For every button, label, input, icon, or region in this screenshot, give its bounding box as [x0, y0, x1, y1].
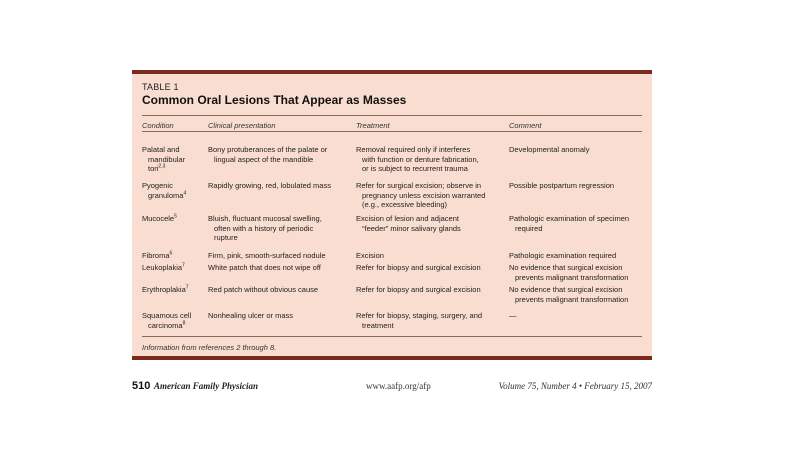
cell-condition: [142, 145, 206, 174]
cell-presentation: [208, 214, 352, 243]
cell-condition: [142, 181, 206, 200]
cell-line: Red patch without obvious cause: [208, 285, 319, 294]
cell-comment: [509, 214, 649, 233]
cell-presentation: [208, 145, 352, 164]
cell-line: Refer for surgical excision; observe in: [356, 181, 482, 190]
cell-line: Excision of lesion and adjacent: [356, 214, 459, 223]
journal-name: American Family Physician: [154, 381, 259, 391]
cell-treatment: [356, 214, 506, 233]
cell-line: lingual aspect of the mandible: [214, 154, 314, 164]
cell-line: Refer for biopsy and surgical excision: [356, 285, 481, 294]
cell-presentation: [208, 251, 352, 261]
cell-line: Bony protuberances of the palate or: [208, 145, 328, 154]
cell-line: or is subject to recurrent trauma: [362, 164, 468, 173]
cell-line: Pyogenic: [142, 181, 173, 190]
header-rule: [142, 131, 642, 132]
cell-line: required: [515, 223, 543, 233]
cell-line: rupture: [214, 233, 238, 242]
reference-superscript: 6: [169, 250, 173, 257]
volume-info: Volume 75, Number 4 • February 15, 2007: [498, 381, 652, 391]
cell-condition: [142, 251, 206, 261]
cell-line: Erythroplakia$^7$: [142, 284, 189, 294]
cell-comment: [509, 263, 649, 282]
cell-line: mandibular: [148, 154, 186, 164]
reference-superscript: 5: [174, 213, 177, 220]
table-number: TABLE 1: [142, 82, 179, 92]
cell-comment: [509, 181, 649, 191]
cell-presentation: [208, 285, 352, 295]
cell-line: tori$^{2,3}$: [148, 163, 166, 173]
cell-line: Leukoplakia$^7$: [142, 262, 185, 272]
cell-line: “feeder” minor salivary glands: [362, 223, 461, 233]
cell-condition: [142, 214, 206, 224]
cell-line: Refer for biopsy and surgical excision: [356, 263, 481, 272]
cell-treatment: [356, 251, 506, 261]
cell-presentation: [208, 181, 352, 191]
footer-rule: [142, 336, 642, 337]
cell-line: No evidence that surgical excision: [509, 285, 623, 294]
reference-superscript: 7: [182, 262, 185, 269]
journal-url: www.aafp.org/afp: [366, 381, 431, 391]
cell-line: treatment: [362, 320, 394, 330]
cell-line: Removal required only if interferes: [356, 145, 471, 154]
header-treatment: Treatment: [356, 121, 390, 130]
cell-treatment: [356, 263, 506, 273]
cell-line: with function or denture fabrication,: [362, 154, 479, 164]
cell-line: Nonhealing ulcer or mass: [208, 311, 294, 320]
reference-superscript: 4: [183, 190, 187, 196]
cell-comment: [509, 311, 649, 321]
cell-line: Excision: [356, 251, 384, 260]
header-clinical-presentation: Clinical presentation: [208, 121, 276, 130]
cell-treatment: [356, 311, 506, 330]
header-condition: Condition: [142, 121, 174, 130]
cell-line: Rapidly growing, red, lobulated mass: [208, 181, 331, 190]
reference-superscript: 2,3: [158, 163, 166, 170]
cell-line: granuloma$^4$: [148, 190, 187, 200]
cell-comment: [509, 145, 649, 155]
cell-treatment: [356, 285, 506, 295]
cell-line: Developmental anomaly: [509, 145, 590, 154]
cell-line: White patch that does not wipe off: [208, 263, 321, 272]
cell-line: Palatal and: [142, 145, 180, 154]
table-source-note: Information from references 2 through 8.: [142, 343, 277, 352]
cell-line: Pathologic examination of specimen: [509, 214, 630, 223]
reference-superscript: 8: [182, 320, 186, 326]
cell-line: Possible postpartum regression: [509, 181, 615, 190]
cell-line: Bluish, fluctuant mucosal swelling,: [208, 214, 322, 223]
header-comment: Comment: [509, 121, 542, 130]
cell-line: prevents malignant transformation: [515, 272, 629, 282]
cell-line: No evidence that surgical excision: [509, 263, 623, 272]
cell-presentation: [208, 311, 352, 321]
cell-line: Refer for biopsy, staging, surgery, and: [356, 311, 483, 320]
cell-line: Mucocele$^5$: [142, 213, 177, 223]
cell-condition: [142, 311, 206, 330]
cell-line: Squamous cell: [142, 311, 192, 320]
cell-condition: [142, 263, 206, 273]
cell-treatment: [356, 145, 506, 174]
cell-line: —: [509, 311, 517, 320]
page-number: 510: [132, 380, 151, 392]
cell-line: prevents malignant transformation: [515, 294, 629, 304]
cell-treatment: [356, 181, 506, 210]
page-footer: [132, 380, 652, 394]
cell-comment: [509, 251, 649, 261]
cell-comment: [509, 285, 649, 304]
cell-line: (e.g., excessive bleeding): [362, 200, 448, 209]
cell-condition: [142, 285, 206, 295]
table-box: [132, 70, 652, 360]
cell-line: Pathologic examination required: [509, 251, 617, 260]
cell-line: carcinoma$^8$: [148, 320, 186, 330]
table-title: Common Oral Lesions That Appear as Masses: [142, 93, 407, 107]
cell-line: Fibroma$^6$: [142, 250, 173, 260]
cell-line: Firm, pink, smooth-surfaced nodule: [208, 251, 326, 260]
cell-line: often with a history of periodic: [214, 223, 314, 233]
title-rule: [142, 115, 642, 116]
cell-line: pregnancy unless excision warranted: [362, 190, 486, 200]
cell-presentation: [208, 263, 352, 273]
reference-superscript: 7: [185, 284, 189, 291]
